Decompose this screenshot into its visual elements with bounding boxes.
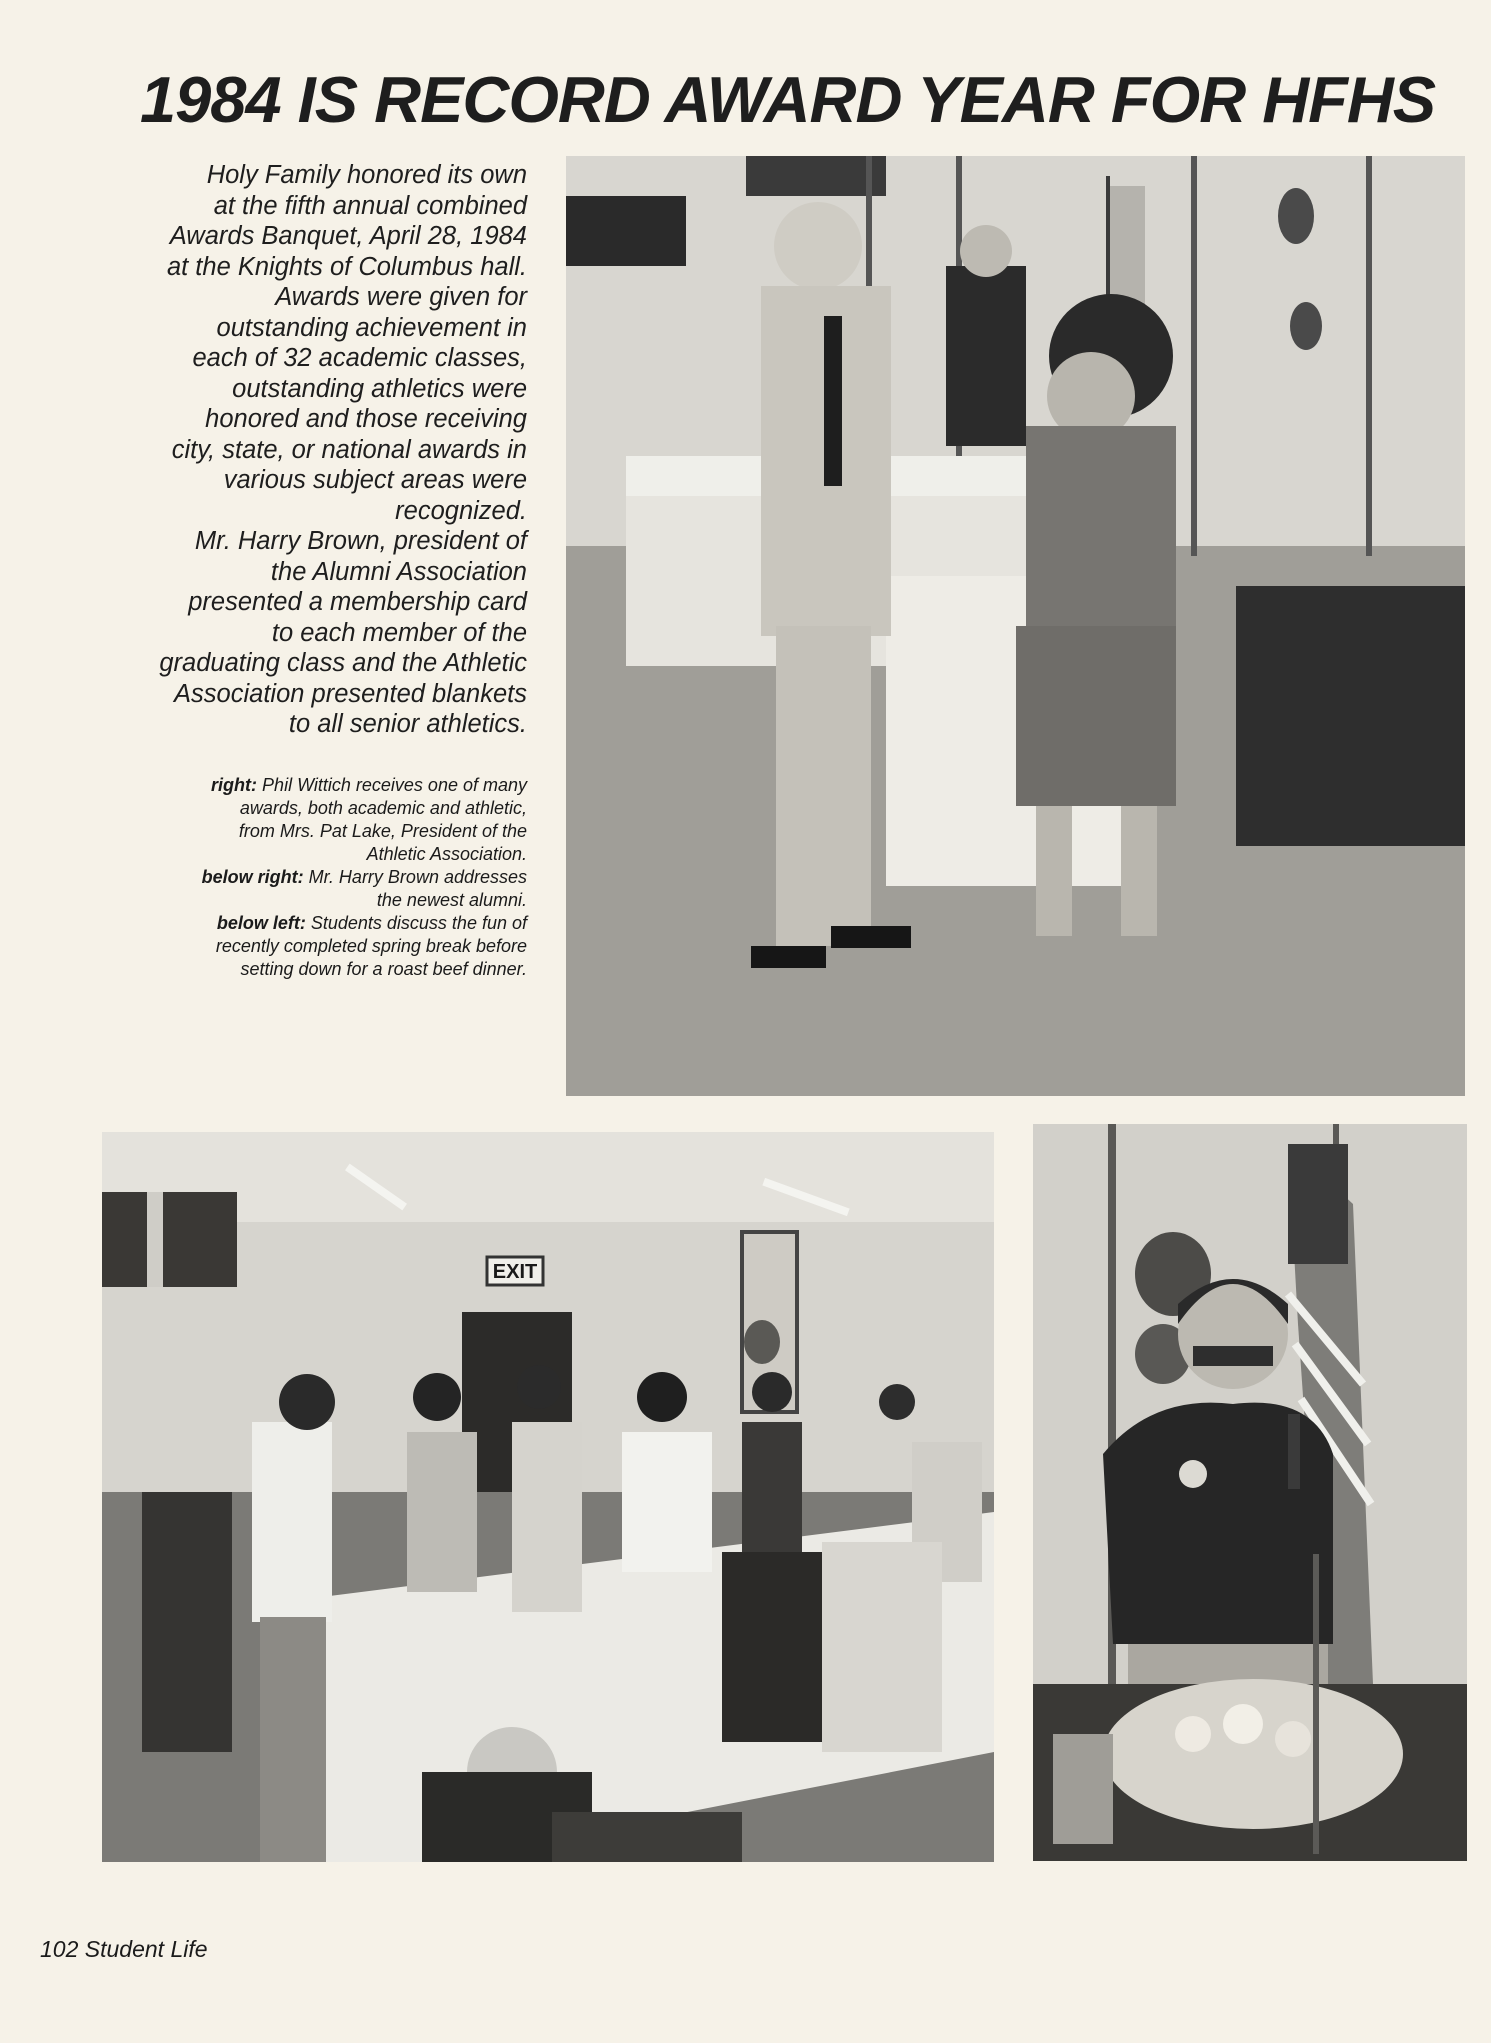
photo-students-dinner [102,1132,994,1862]
story-body [60,160,527,740]
story-line: Association presented blankets [174,679,527,708]
story-line: outstanding achievement in [216,313,527,342]
photo-captions [60,774,527,981]
award-photo-illustration [566,156,1465,1096]
story-line: Holy Family honored its own [206,161,527,189]
page-folio: 102 Student Life [40,1936,208,1962]
story-line: to all senior athletics. [288,710,527,738]
story-line: Awards were given for [275,283,527,311]
story-line: recognized. [395,496,527,525]
speaker-photo-illustration [1033,1124,1467,1861]
story-line: honored and those receiving [205,405,527,433]
story-line: at the Knights of Columbus hall. [166,252,527,281]
caption-line: Athletic Association. [366,844,527,864]
caption-line: below right: Mr. Harry Brown addresses [201,867,527,887]
exit-sign-text: EXIT [492,1261,538,1283]
page-headline: 1984 IS RECORD AWARD YEAR FOR HFHS [140,63,1436,136]
story-line: each of 32 academic classes, [192,344,527,372]
caption-label-below-right: below right: [201,867,304,887]
story-line: at the fifth annual combined [213,191,527,220]
story-line: outstanding athletics were [232,374,527,403]
story-line: city, state, or national awards in [171,435,527,464]
story-line: graduating class and the Athletic [159,649,527,677]
caption-line: from Mrs. Pat Lake, President of the [238,821,527,841]
caption-line: recently completed spring break before [215,936,527,956]
caption-label-right: right: [211,775,258,795]
photo-award-presentation [566,156,1465,1096]
dinner-photo-illustration [102,1132,994,1862]
story-line: Mr. Harry Brown, president of [194,527,527,555]
caption-label-below-left: below left: [216,913,306,933]
story-line: various subject areas were [223,466,527,494]
caption-line: right: Phil Wittich receives one of many [211,775,527,795]
caption-line: awards, both academic and athletic, [239,798,527,818]
photo-speaker [1033,1124,1467,1861]
story-line: presented a membership card [188,588,527,616]
caption-line: setting down for a roast beef dinner. [240,959,527,979]
story-line: to each member of the [271,618,527,647]
story-line: Awards Banquet, April 28, 1984 [169,222,527,250]
caption-line: the newest alumni. [376,890,527,910]
story-line: the Alumni Association [270,557,527,586]
caption-line: below left: Students discuss the fun of [216,913,527,933]
